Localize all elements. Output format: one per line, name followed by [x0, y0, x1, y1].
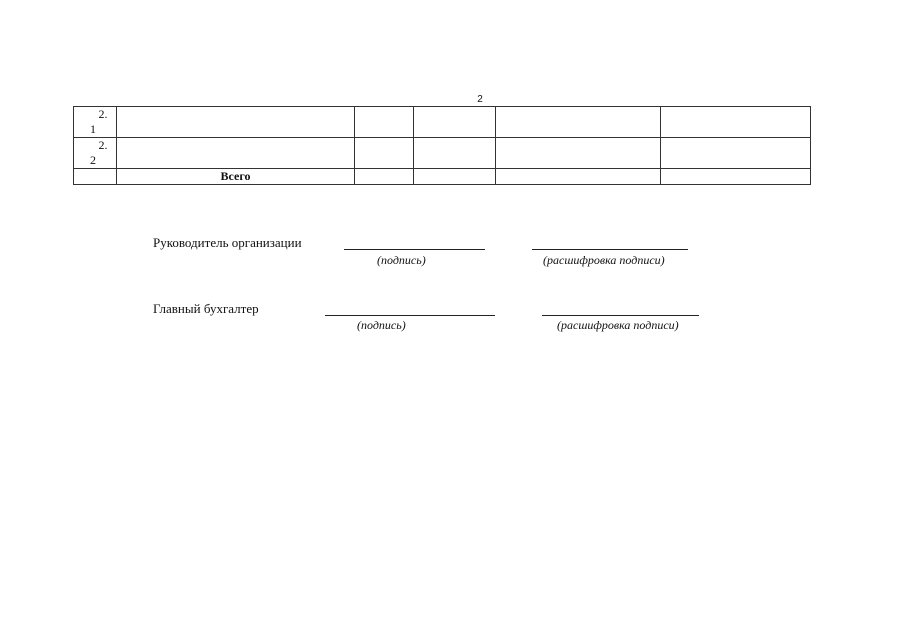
table-cell — [661, 107, 811, 138]
row-number-part: 1 — [90, 122, 96, 136]
table-row — [74, 138, 811, 169]
table-cell — [496, 138, 661, 169]
table-cell — [355, 138, 414, 169]
director-label: Руководитель организации — [153, 235, 302, 250]
page-number: 2 — [477, 94, 483, 105]
director-signature-line — [344, 249, 485, 250]
table-cell — [414, 169, 496, 185]
accountant-signature-caption: (подпись) — [357, 318, 406, 332]
total-label: Всего — [117, 169, 355, 185]
table-cell — [661, 169, 811, 185]
row-number-part: 2. — [98, 107, 108, 121]
accountant-decoding-caption: (расшифровка подписи) — [557, 318, 679, 332]
row-number-part: 2 — [90, 153, 96, 167]
table-cell — [117, 138, 355, 169]
table-cell — [355, 169, 414, 185]
table-cell — [117, 107, 355, 138]
table-cell — [496, 107, 661, 138]
table-cell — [661, 138, 811, 169]
table-cell — [496, 169, 661, 185]
table-cell — [414, 107, 496, 138]
accountant-decoding-line — [542, 315, 699, 316]
row-number-part: 2. — [98, 138, 108, 152]
table-cell — [355, 107, 414, 138]
table-row-total — [74, 169, 811, 185]
report-table — [73, 106, 811, 185]
row-number-cell — [74, 107, 117, 138]
director-signature-caption: (подпись) — [377, 253, 426, 267]
accountant-signature-line — [325, 315, 495, 316]
table-cell — [74, 169, 117, 185]
director-decoding-caption: (расшифровка подписи) — [543, 253, 665, 267]
table-cell — [414, 138, 496, 169]
director-decoding-line — [532, 249, 688, 250]
table-row — [74, 107, 811, 138]
accountant-label: Главный бухгалтер — [153, 301, 259, 316]
row-number-cell — [74, 138, 117, 169]
